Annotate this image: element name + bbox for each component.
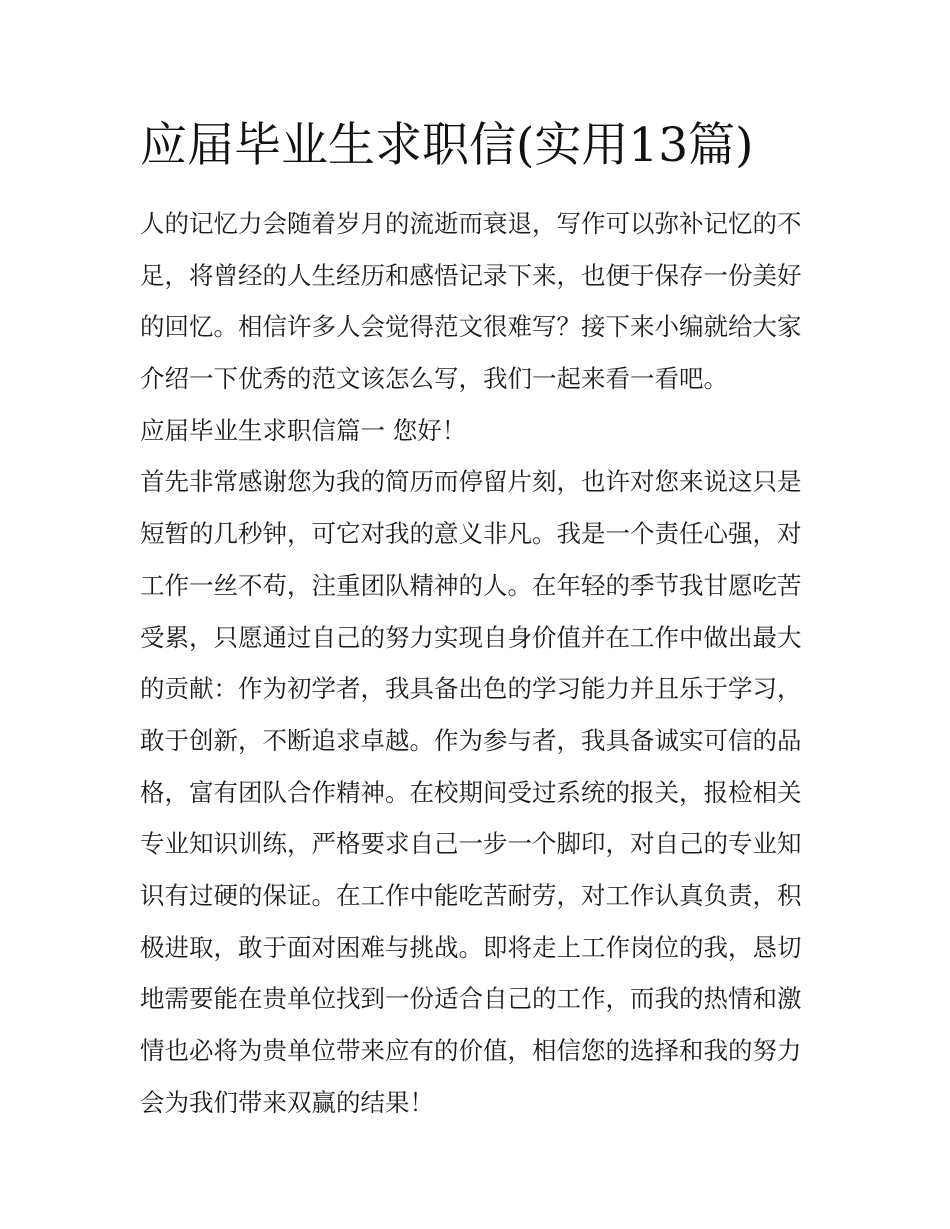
- text-line: 介绍一下优秀的范文该怎么写，我们一起来看一看吧。: [140, 364, 728, 394]
- text-line: 识有过硬的保证。在工作中能吃苦耐劳，对工作认真负责，积: [140, 880, 802, 910]
- text-line: 短暂的几秒钟，可它对我的意义非凡。我是一个责任心强，对: [140, 519, 802, 549]
- text-line: 首先非常感谢您为我的简历而停留片刻，也许对您来说这只是: [140, 467, 802, 497]
- text-line: 格，富有团队合作精神。在校期间受过系统的报关，报检相关: [140, 777, 802, 807]
- text-line: 人的记忆力会随着岁月的流逝而衰退，写作可以弥补记忆的不: [140, 209, 802, 238]
- text-line: 足，将曾经的人生经历和感悟记录下来，也便于保存一份美好: [140, 260, 802, 290]
- text-line: 敢于创新，不断追求卓越。作为参与者，我具备诚实可信的品: [140, 725, 802, 755]
- text-line: 地需要能在贵单位找到一份适合自己的工作，而我的热情和激: [140, 984, 802, 1014]
- text-line: 受累，只愿通过自己的努力实现自身价值并在工作中做出最大: [140, 622, 802, 652]
- text-line: 的贡献：作为初学者，我具备出色的学习能力并且乐于学习，: [140, 674, 802, 704]
- text-line: 情也必将为贵单位带来应有的价值，相信您的选择和我的努力: [140, 1036, 802, 1065]
- text-line: 的回忆。相信许多人会觉得范文很难写？接下来小编就给大家: [140, 312, 802, 342]
- text-line: 会为我们带来双赢的结果！: [140, 1087, 434, 1117]
- text-line: 工作一丝不苟，注重团队精神的人。在年轻的季节我甘愿吃苦: [140, 570, 802, 600]
- document-title: 应届毕业生求职信(实用13篇): [140, 118, 754, 173]
- document-body: [140, 198, 815, 1128]
- text-line: 极进取，敢于面对困难与挑战。即将走上工作岗位的我，恳切: [140, 932, 802, 962]
- section-heading: 应届毕业生求职信篇一 您好！: [140, 415, 467, 445]
- text-line: 专业知识训练，严格要求自己一步一个脚印，对自己的专业知: [140, 829, 802, 859]
